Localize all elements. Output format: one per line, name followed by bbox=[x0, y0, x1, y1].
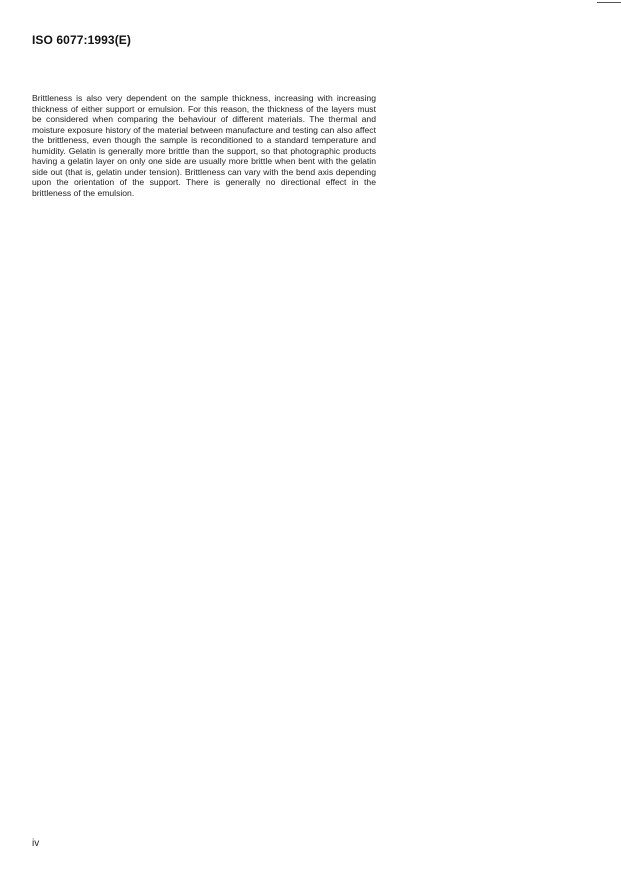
body-paragraph: Brittleness is also very dependent on the sample thickness, increasing with increasing thickness of either support or emulsion. For this reason, the thickness of the layers must be considered when comparing the behaviour of different materials. The thermal and moisture exposure history of the material between manufacture and testing can also affect the brittleness, even though the sample is reconditioned to a standard temperature and humidity. Gelatin is generally more brittle than the support, so that photographic products having a gelatin layer on only one side are usually more brittle when bent with the gelatin side out (that is, gelatin under tension). Brittleness can vary with the bend axis depending upon the orientation of the support. There is generally no directional effect in the brittleness of the emulsion. bbox=[32, 93, 376, 198]
corner-mark bbox=[597, 2, 621, 3]
document-header: ISO 6077:1993(E) bbox=[32, 33, 131, 47]
page-number: iv bbox=[32, 838, 40, 849]
